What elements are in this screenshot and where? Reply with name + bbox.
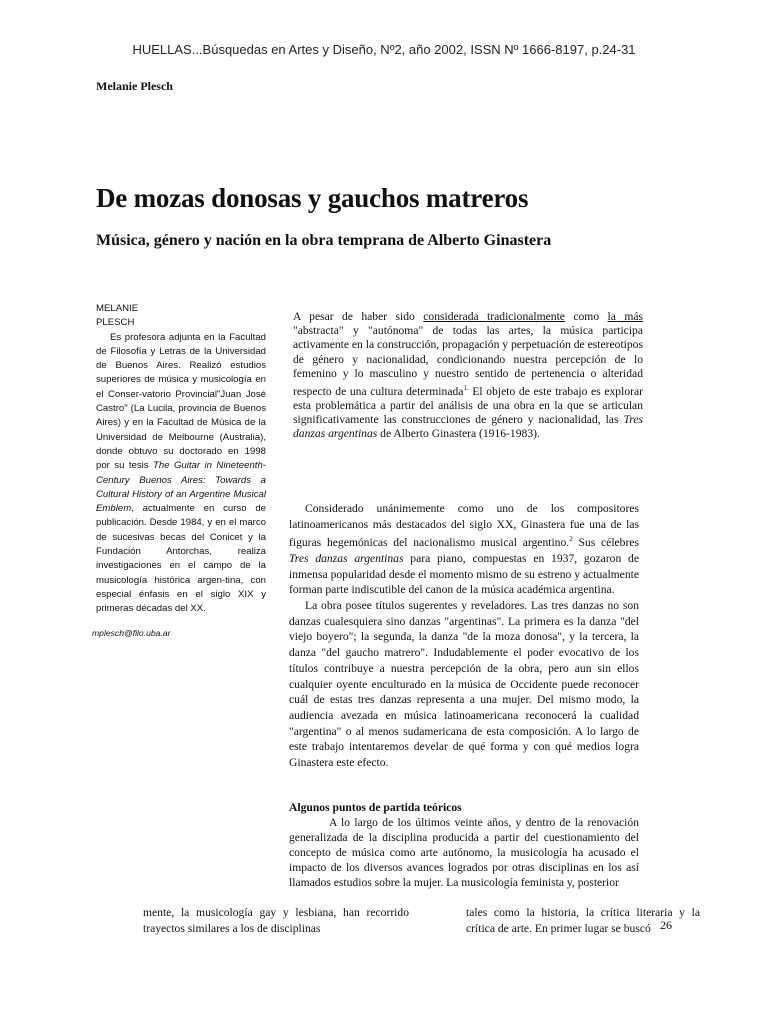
footnote-ref-1: 1. bbox=[463, 384, 469, 393]
body-text bbox=[289, 501, 639, 771]
column-left-text: mente, la musicología gay y lesbiana, han recorrido trayectos similares a los de disciplinas bbox=[143, 906, 409, 935]
article-title: De mozas donosas y gauchos matreros bbox=[96, 183, 529, 213]
bio-name-last: PLESCH bbox=[96, 317, 135, 329]
author-name: Melanie Plesch bbox=[96, 79, 173, 93]
article-subtitle: Música, género y nación en la obra temprana de Alberto Ginastera bbox=[96, 232, 552, 249]
bio-text-a: Es profesora adjunta en la Facultad de Filosofía y Letras de la Universidad de Buenos Aires. Realizó estudios superiores de música y musicología en el Conser-vatorio Provincial"Juan José Castro" (La Lucila, provincia de Buenos Aires) y en la Facultad de Música de la Universidad de Melbourne (Australia), donde obtuvo su doctorado en 1998 por su tesis bbox=[96, 331, 266, 472]
author-email: mplesch@filo.uba.ar bbox=[92, 628, 171, 638]
body-p1-c: para piano, compuestas en 1937, gozaron de inmensa popularidad desde el momento mismo de su estreno y actualmente forman parte indiscutible del canon de la música académica argentina. bbox=[289, 551, 639, 597]
abstract-underline-1: considerada tradicionalmente bbox=[423, 310, 565, 323]
body-p1-a: Considerado unánimemente como uno de los compositores latinoamericanos más destacados del siglo XX, Ginastera fue una de las figuras hegemónicas del nacionalismo musical argentino. bbox=[289, 502, 639, 550]
section-heading: Algunos puntos de partida teóricos bbox=[289, 801, 462, 814]
column-right-text: tales como la historia, la crítica literaria y la crítica de arte. En primer lugar se buscó bbox=[466, 906, 700, 935]
body-p1-b: Sus célebres bbox=[572, 536, 639, 550]
author-bio bbox=[96, 302, 266, 617]
abstract-paragraph bbox=[293, 310, 643, 442]
abstract-t5: de Alberto Ginastera (1916-1983). bbox=[377, 427, 540, 441]
abstract-t3: "abstracta" y "autónoma" de todas las artes, la música participa activamente en la construcción, propagación y perpetuación de estereotipos de género y nacionalidad, condicionando nuestra percepción de lo femenino y lo masculino y nuestro sentido de pertenencia o alteridad respecto de una cultura determinada bbox=[293, 324, 643, 398]
body-paragraph-1 bbox=[289, 501, 639, 598]
page-number: 26 bbox=[660, 918, 672, 932]
journal-citation-header: HUELLAS...Búsquedas en Artes y Diseño, Nº2, año 2002, ISSN Nº 1666-8197, p.24-31 bbox=[132, 42, 636, 57]
body-work-title: Tres danzas argentinas bbox=[289, 551, 404, 565]
section-theory bbox=[289, 800, 639, 890]
abstract-t2: como bbox=[564, 310, 608, 323]
bio-name-first: MELANIE bbox=[96, 303, 139, 314]
bio-thesis-title: The Guitar in Nineteenth-Century Buenos Aires: Towards a Cultural History of an Argentine Musical Emblem bbox=[96, 460, 266, 515]
abstract-underline-2: la más bbox=[607, 310, 644, 323]
section-paragraph: A lo largo de los últimos veinte años, y dentro de la renovación generalizada de la disciplina producida a partir del cuestionamiento del concepto de música como arte autónomo, la musicología ha acusado el impacto de los diversos avances logrados por otras disciplinas en los así llamados estudios sobre la mujer. La musicología feminista y, posterior bbox=[289, 816, 639, 889]
work-title: Tres danzas argentinas bbox=[293, 413, 643, 441]
bio-text bbox=[96, 331, 266, 617]
bio-text-b: , actualmente en curso de publicación. Desde 1984, y en el marco de sucesivas becas del Conicet y la Fundación Antorchas, realiza investigaciones en el campo de la musicología histórica argen-tina, con especial énfasis en el siglo XIX y primeras décadas del XX. bbox=[96, 503, 266, 615]
abstract-t1: A pesar de haber sido bbox=[293, 310, 424, 323]
abstract-t4: El objeto de este trabajo es explorar esta problemática a partir del análisis de una obra en la que se articulan significativamente las construcciones de género y nacionalidad, las bbox=[293, 384, 643, 427]
footnote-ref-2: 2 bbox=[569, 535, 573, 544]
body-paragraph-2: La obra posee títulos sugerentes y reveladores. Las tres danzas no son danzas cualesquiera sino danzas "argentinas". La primera es la danza "del viejo boyero"; la segunda, la danza "de la moza donosa", y la tercera, la danza "del gaucho matrero". Indudablemente el poder evocativo de los títulos contribuye a nuestra percepción de la obra, pero aun sin ellos cualquier oyente enculturado en la música de Occidente puede reconocer cuál de estas tres danzas representa a una mujer. Del mismo modo, la audiencia avezada en música latinoamericana reconocerá la cualidad "argentina" o al menos sudamericana de esta composición. A lo largo de este trabajo intentaremos develar de qué forma y con qué medios logra Ginastera este efecto. bbox=[289, 599, 639, 770]
